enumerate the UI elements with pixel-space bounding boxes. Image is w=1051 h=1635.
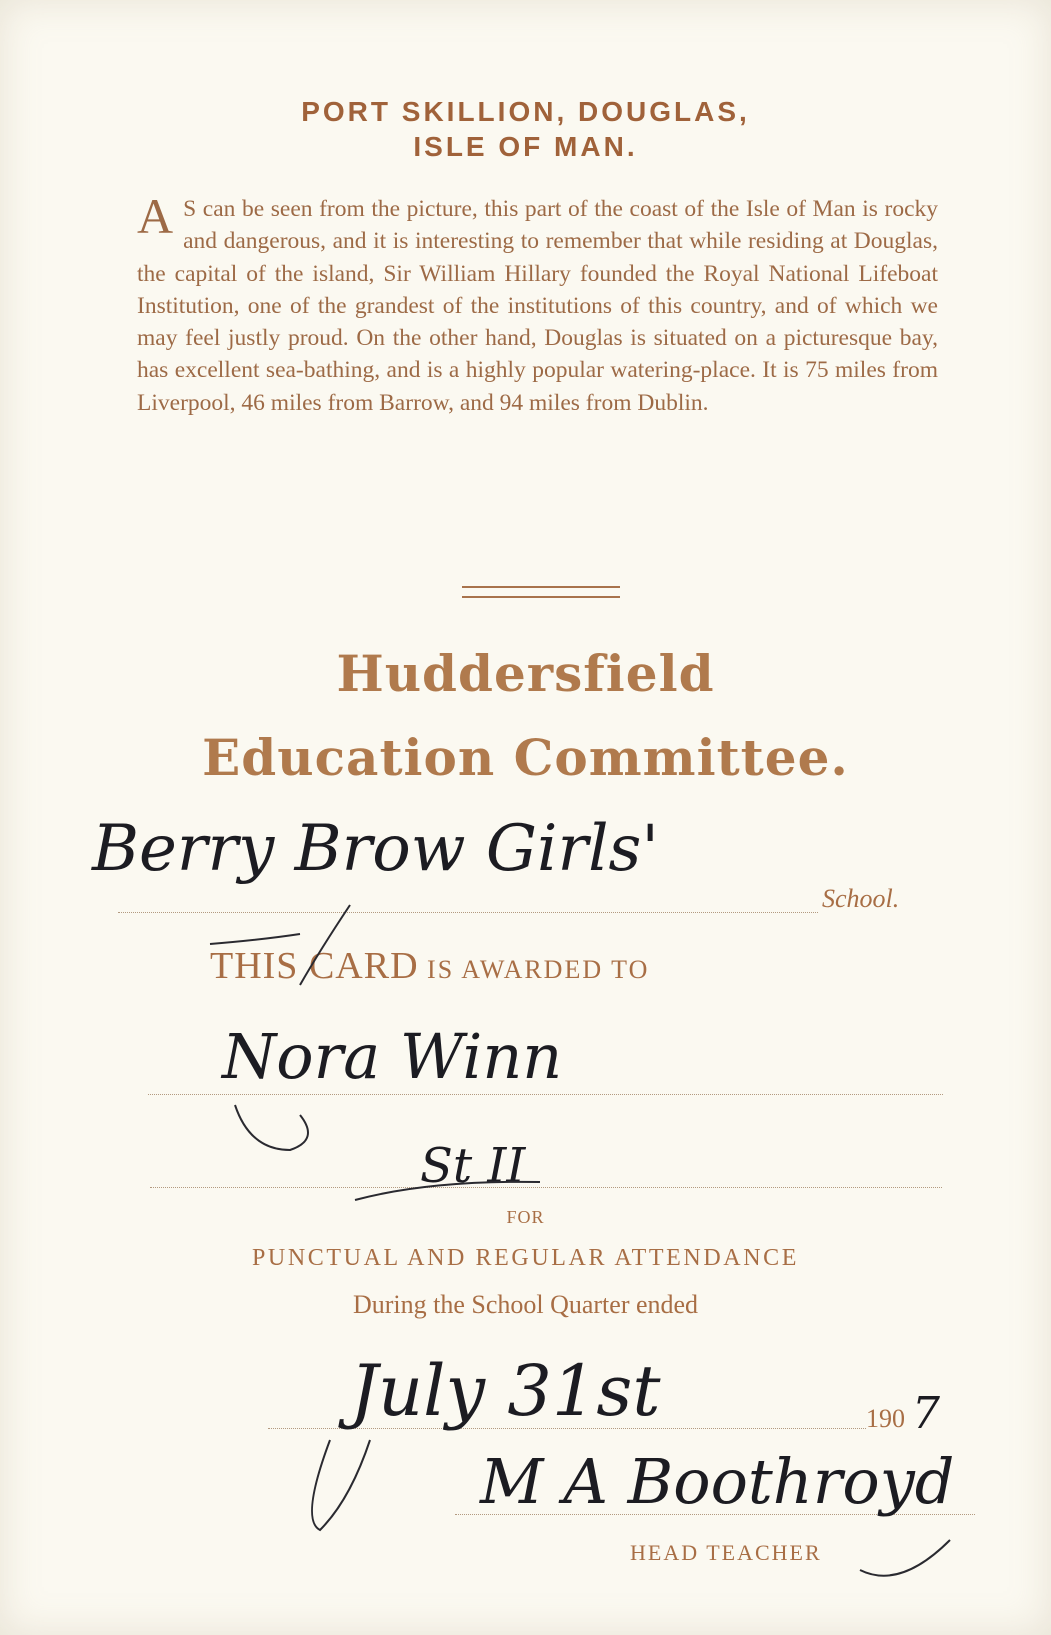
- strikethrough-flourish: [210, 934, 300, 944]
- drop-cap: A: [137, 188, 174, 244]
- date-descender-loop: [312, 1440, 370, 1530]
- attendance-reason: PUNCTUAL AND REGULAR ATTENDANCE: [251, 1245, 800, 1271]
- quarter-ended-text: During the School Quarter ended: [352, 1290, 699, 1319]
- handwritten-school-name: Berry Brow Girls': [92, 812, 659, 886]
- year-prefix: 190: [866, 1404, 905, 1433]
- card-title-line-2: ISLE OF MAN.: [413, 131, 638, 162]
- this-card-text: THIS CARD: [210, 945, 419, 987]
- committee-title: Education Committee.: [202, 728, 849, 787]
- pupil-name-loop: [235, 1105, 308, 1150]
- handwritten-date: July 31st: [350, 1350, 661, 1432]
- description-text: S can be seen from the picture, this part of the coast of the Isle of Man is rocky and dangerous, and it is interesting to remember that while residing at Douglas, the capital of the island, Sir William Hillary founded the Royal National Lifeboat Institution, one of the grandest of the institutions of this country, and of which we may feel justly proud. On the other hand, Douglas is situated on a picturesque bay, has excellent sea-bathing, and is a highly popular watering-place. It is 75 miles from Liverpool, 46 miles from Barrow, and 94 miles from Dublin.: [137, 196, 938, 416]
- description-paragraph: [137, 188, 938, 419]
- for-label: FOR: [506, 1207, 545, 1227]
- pupil-name-line: [148, 1094, 943, 1095]
- handwritten-pupil-name: Nora Winn: [222, 1020, 563, 1093]
- school-name-line: [118, 912, 818, 913]
- handwritten-standard: St II: [420, 1138, 526, 1194]
- handwritten-signature: M A Boothroyd: [480, 1445, 955, 1518]
- handwritten-year-digit: 7: [912, 1388, 940, 1439]
- awarded-to-text: IS AWARDED TO: [418, 955, 650, 984]
- school-label: School.: [822, 884, 900, 913]
- card-title-line-1: PORT SKILLION, DOUGLAS,: [301, 96, 750, 127]
- committee-name: Huddersfield: [336, 644, 715, 703]
- standard-line: [150, 1187, 942, 1188]
- head-teacher-label: HEAD TEACHER: [630, 1540, 822, 1565]
- awarded-to-line: [210, 944, 649, 988]
- signature-tail-stroke: [860, 1540, 950, 1576]
- divider-rule-bottom: [462, 596, 620, 598]
- divider-rule-top: [462, 586, 620, 588]
